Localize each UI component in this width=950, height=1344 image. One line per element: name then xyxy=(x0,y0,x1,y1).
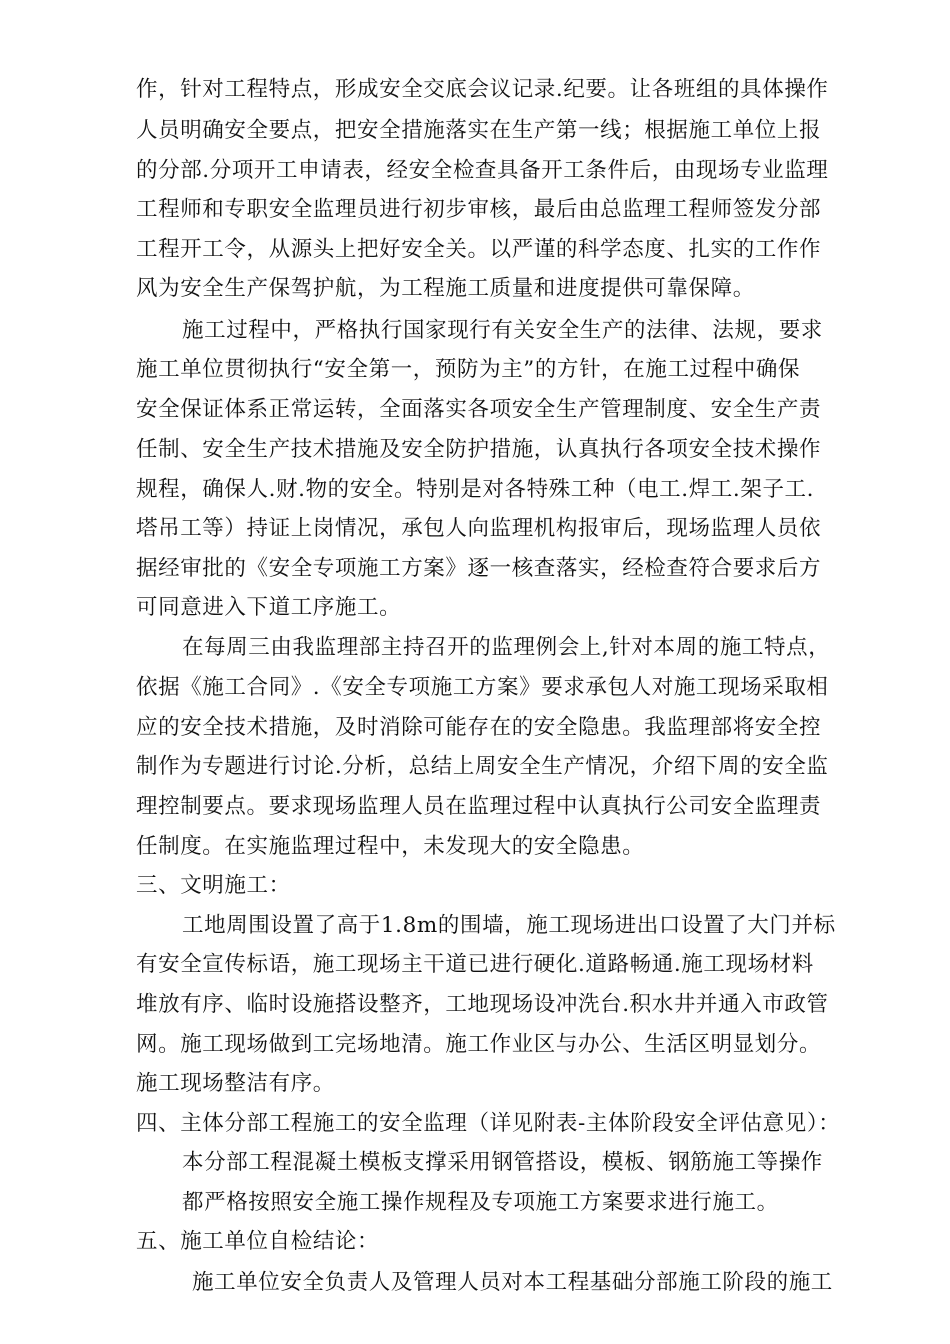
text-line: 都严格按照安全施工操作规程及专项施工方案要求进行施工。 xyxy=(182,1190,779,1215)
text-line: 人员明确安全要点，把安全措施落实在生产第一线；根据施工单位上报 xyxy=(136,118,822,143)
text-line: 工程开工令，从源头上把好安全关。以严谨的科学态度、扎实的工作作 xyxy=(136,237,822,262)
text-line: 本分部工程混凝土模板支撑采用钢管搭设，模板、钢筋施工等操作 xyxy=(182,1150,823,1175)
text-line: 制作为专题进行讨论.分析，总结上周安全生产情况，介绍下周的安全监 xyxy=(136,754,829,779)
text-line: 工程师和专职安全监理员进行初步审核，最后由总监理工程师签发分部 xyxy=(136,197,822,222)
text-line: 塔吊工等）持证上岗情况，承包人向监理机构报审后，现场监理人员依 xyxy=(136,516,822,541)
text-line: 理控制要点。要求现场监理人员在监理过程中认真执行公司安全监理责 xyxy=(136,794,822,819)
section-heading: 五、施工单位自检结论： xyxy=(136,1229,380,1254)
text-line: 有安全宣传标语，施工现场主干道已进行硬化.道路畅通.施工现场材料 xyxy=(136,952,814,977)
text-line: 依据《施工合同》.《安全专项施工方案》要求承包人对施工现场采取相 xyxy=(136,675,829,700)
text-line: 作，针对工程特点，形成安全交底会议记录.纪要。让各班组的具体操作 xyxy=(136,77,829,102)
text-line: 堆放有序、临时设施搭设整齐，工地现场设冲洗台.积水井并通入市政管 xyxy=(136,992,829,1017)
paragraph-start-line: 在每周三由我监理部主持召开的监理例会上,针对本周的施工特点， xyxy=(182,635,831,660)
text-line: 风为安全生产保驾护航，为工程施工质量和进度提供可靠保障。 xyxy=(136,276,755,301)
section-heading: 四、主体分部工程施工的安全监理（详见附表-主体阶段安全评估意见）： xyxy=(136,1111,841,1136)
text-line: 可同意进入下道工序施工。 xyxy=(136,595,402,620)
paragraph-start-line: 施工过程中，严格执行国家现行有关安全生产的法律、法规，要求 xyxy=(182,318,823,343)
text-line: 应的安全技术措施，及时消除可能存在的安全隐患。我监理部将安全控 xyxy=(136,715,822,740)
text-line: 的分部.分项开工申请表，经安全检查具备开工条件后，由现场专业监理 xyxy=(136,158,829,183)
text-line: 任制、安全生产技术措施及安全防护措施，认真执行各项安全技术操作 xyxy=(136,437,822,462)
section-heading: 三、文明施工： xyxy=(136,873,291,898)
text-line: 网。施工现场做到工完场地清。施工作业区与办公、生活区明显划分。 xyxy=(136,1032,822,1057)
text-line: 任制度。在实施监理过程中，未发现大的安全隐患。 xyxy=(136,834,645,859)
text-line: 安全保证体系正常运转，全面落实各项安全生产管理制度、安全生产责 xyxy=(136,397,822,422)
text-line: 施工单位贯彻执行“安全第一，预防为主”的方针，在施工过程中确保 xyxy=(136,357,801,382)
text-line: 据经审批的《安全专项施工方案》逐一核查落实，经检查符合要求后方 xyxy=(136,556,822,581)
paragraph-start-line: 施工单位安全负责人及管理人员对本工程基础分部施工阶段的施工 xyxy=(192,1270,833,1295)
text-line: 施工现场整洁有序。 xyxy=(136,1071,335,1096)
text-line: 规程，确保人.财.物的安全。特别是对各特殊工种（电工.焊工.架子工. xyxy=(136,477,815,502)
paragraph-start-line: 工地周围设置了高于1.8m的围墙，施工现场进出口设置了大门并标 xyxy=(182,913,836,938)
